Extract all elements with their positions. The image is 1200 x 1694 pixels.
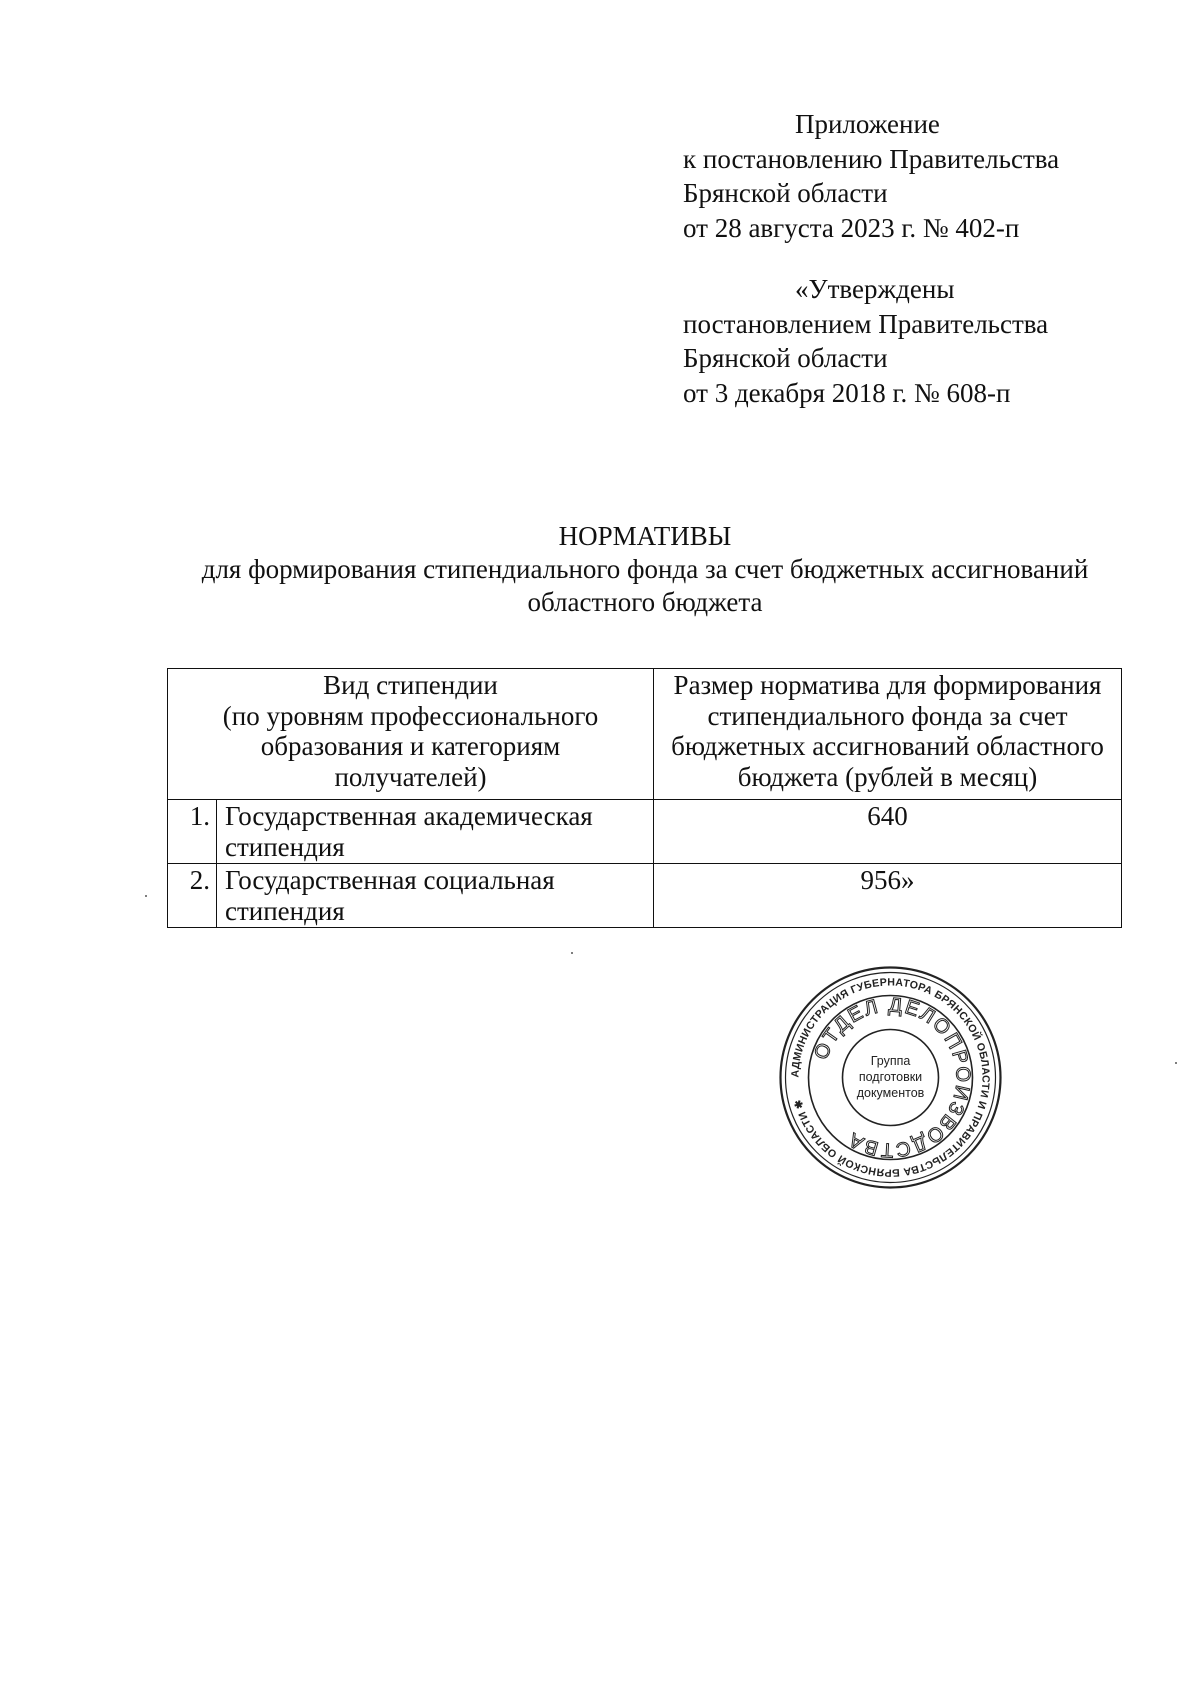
header-text: (по уровням профессионального <box>222 700 599 731</box>
approved-heading: «Утверждены <box>795 274 955 304</box>
normatives-table <box>167 668 1122 928</box>
official-seal <box>778 965 1003 1190</box>
seal-middle-text: ОТДЕЛ ДЕЛОПРОИЗВОДСТВА <box>810 994 974 1161</box>
header-text: получателей) <box>334 761 487 792</box>
appendix-line: к постановлению Правительства <box>683 143 1060 174</box>
document-title <box>0 520 1200 619</box>
seal-center-line: документов <box>856 1086 925 1100</box>
scan-speck <box>1175 1062 1177 1064</box>
row-name-line: Государственная социальная <box>225 865 555 895</box>
appendix-block <box>683 107 1059 245</box>
seal-outer-text: АДМИНИСТРАЦИЯ ГУБЕРНАТОРА БРЯНСКОЙ ОБЛАСТИ И ПРАВИТЕЛЬСТВА БРЯНСКОЙ ОБЛАСТИ ✱ <box>789 976 992 1179</box>
approved-line: постановлением Правительства <box>683 308 1049 339</box>
title-subtitle-line: для формирования стипендиального фонда за счет бюджетных ассигнований <box>201 554 1089 584</box>
header-norm-amount <box>654 669 1122 800</box>
table-row <box>168 864 1122 928</box>
header-text: Размер норматива для формирования <box>673 670 1102 700</box>
row-name-line: Государственная академическая <box>225 801 593 831</box>
appendix-date-number: от 28 августа 2023 г. № 402-п <box>683 212 1020 243</box>
appendix-line: Брянской области <box>683 178 888 208</box>
header-text: бюджетных ассигнований областного <box>671 731 1104 761</box>
row-number: 2. <box>168 864 217 928</box>
row-value: 640 <box>654 800 1122 864</box>
row-number: 1. <box>168 800 217 864</box>
row-name-line: стипендия <box>225 831 345 862</box>
header-text: образования и категориям <box>260 731 561 761</box>
approved-date-number: от 3 декабря 2018 г. № 608-п <box>683 377 1011 408</box>
header-scholarship-type <box>168 669 654 800</box>
row-scholarship-name <box>217 864 654 928</box>
table-header-row <box>168 669 1122 800</box>
title-subtitle-line: областного бюджета <box>527 587 763 617</box>
approved-line: Брянской области <box>683 343 888 373</box>
header-text: стипендиального фонда за счет <box>707 700 1068 731</box>
seal-center-line: подготовки <box>858 1070 923 1084</box>
table-row <box>168 800 1122 864</box>
row-name-line: стипендия <box>225 895 345 926</box>
appendix-heading: Приложение <box>795 109 940 139</box>
title-heading: НОРМАТИВЫ <box>558 521 732 551</box>
header-text: Вид стипендии <box>323 670 498 700</box>
row-value: 956» <box>654 864 1122 928</box>
row-scholarship-name <box>217 800 654 864</box>
scan-speck <box>571 952 573 954</box>
scan-speck <box>145 895 147 897</box>
header-text: бюджета (рублей в месяц) <box>737 761 1038 792</box>
seal-center-line: Группа <box>870 1054 911 1068</box>
approved-block <box>683 272 1048 410</box>
